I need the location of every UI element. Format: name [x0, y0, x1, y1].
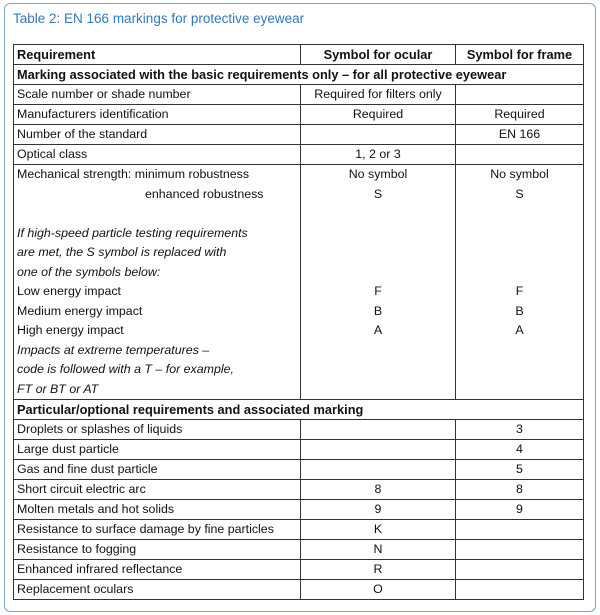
- requirement-line: Mechanical strength: minimum robustness: [17, 167, 250, 181]
- frame-symbol-cell: [456, 165, 584, 400]
- frame-symbol-line: [459, 243, 580, 263]
- table-row: [14, 480, 584, 500]
- table-row: [14, 460, 584, 480]
- requirement-line: If high-speed particle testing requirements: [17, 225, 248, 240]
- table-row: [14, 560, 584, 580]
- requirement-line: FT or BT or AT: [17, 381, 99, 396]
- table-row: [14, 125, 584, 145]
- frame-symbol-cell: Required: [456, 105, 584, 125]
- table-row: [14, 520, 584, 540]
- ocular-symbol-cell: [301, 440, 456, 460]
- table-row: [14, 145, 584, 165]
- requirement-cell: Optical class: [14, 145, 301, 165]
- ocular-symbol-line: [304, 263, 452, 283]
- frame-symbol-cell: [456, 85, 584, 105]
- requirement-line: [17, 204, 297, 224]
- frame-symbol-line: No symbol: [490, 167, 549, 181]
- ocular-symbol-cell: N: [301, 540, 456, 560]
- requirement-cell: Scale number or shade number: [14, 85, 301, 105]
- frame-symbol-cell: [456, 145, 584, 165]
- frame-symbol-line: [459, 263, 580, 283]
- frame-symbol-line: B: [515, 303, 524, 318]
- requirement-cell: [14, 165, 301, 400]
- requirement-cell: Short circuit electric arc: [14, 480, 301, 500]
- frame-symbol-cell: [456, 580, 584, 600]
- frame-symbol-line: A: [515, 323, 524, 337]
- ocular-symbol-line: B: [373, 303, 383, 318]
- frame-symbol-cell: 4: [456, 440, 584, 460]
- requirement-cell: Enhanced infrared reflectance: [14, 560, 301, 580]
- table-row: [14, 85, 584, 105]
- table-row: [14, 540, 584, 560]
- requirement-cell: Large dust particle: [14, 440, 301, 460]
- requirement-cell: Resistance to surface damage by fine particles: [14, 520, 301, 540]
- frame-symbol-cell: [456, 540, 584, 560]
- frame-symbol-line: S: [515, 186, 524, 201]
- requirement-line: code is followed with a T – for example,: [17, 362, 234, 376]
- requirement-cell: Gas and fine dust particle: [14, 460, 301, 480]
- ocular-symbol-cell: 1, 2 or 3: [301, 145, 456, 165]
- frame-symbol-cell: EN 166: [456, 125, 584, 145]
- ocular-symbol-cell: 9: [301, 500, 456, 520]
- section-heading-optional: Particular/optional requirements and associated marking: [14, 400, 584, 420]
- ocular-symbol-line: S: [373, 186, 383, 201]
- ocular-symbol-cell: [301, 420, 456, 440]
- frame-symbol-line: [459, 380, 580, 400]
- frame-symbol-cell: 3: [456, 420, 584, 440]
- table-row: [14, 105, 584, 125]
- frame-symbol-cell: 5: [456, 460, 584, 480]
- ocular-symbol-cell: [301, 125, 456, 145]
- header-ocular: Symbol for ocular: [301, 45, 456, 65]
- frame-symbol-line: [459, 224, 580, 244]
- mechanical-strength-row: [14, 165, 584, 400]
- frame-symbol-line: [459, 341, 580, 361]
- ocular-symbol-cell: K: [301, 520, 456, 540]
- table-row: [14, 420, 584, 440]
- requirement-cell: Resistance to fogging: [14, 540, 301, 560]
- section-row: [14, 400, 584, 420]
- frame-symbol-line: [459, 360, 580, 380]
- frame-symbol-line: [459, 204, 580, 224]
- requirement-line: are met, the S symbol is replaced with: [17, 245, 227, 259]
- ocular-symbol-cell: O: [301, 580, 456, 600]
- frame-symbol-line: F: [515, 284, 524, 298]
- markings-table: [13, 44, 584, 600]
- ocular-symbol-line: [304, 204, 452, 224]
- frame-symbol-cell: 9: [456, 500, 584, 520]
- ocular-symbol-cell: R: [301, 560, 456, 580]
- requirement-line: enhanced robustness: [145, 186, 264, 201]
- ocular-symbol-line: No symbol: [348, 167, 408, 181]
- frame-symbol-cell: [456, 520, 584, 540]
- header-row: [14, 45, 584, 65]
- table-row: [14, 580, 584, 600]
- table-row: [14, 500, 584, 520]
- ocular-symbol-line: [304, 360, 452, 380]
- ocular-symbol-cell: 8: [301, 480, 456, 500]
- ocular-symbol-line: A: [373, 323, 383, 337]
- ocular-symbol-line: [304, 380, 452, 400]
- table-frame: [4, 3, 596, 612]
- requirement-cell: Manufacturers identification: [14, 105, 301, 125]
- requirement-line: Low energy impact: [17, 284, 121, 298]
- requirement-line: one of the symbols below:: [17, 264, 161, 279]
- frame-symbol-cell: 8: [456, 480, 584, 500]
- ocular-symbol-cell: Required for filters only: [301, 85, 456, 105]
- ocular-symbol-cell: Required: [301, 105, 456, 125]
- requirement-line: Impacts at extreme temperatures –: [17, 342, 210, 357]
- requirement-cell: Molten metals and hot solids: [14, 500, 301, 520]
- frame-symbol-cell: [456, 560, 584, 580]
- header-requirement: Requirement: [14, 45, 301, 65]
- requirement-cell: Replacement oculars: [14, 580, 301, 600]
- ocular-symbol-line: [304, 243, 452, 263]
- ocular-symbol-line: [304, 224, 452, 244]
- header-frame: Symbol for frame: [456, 45, 584, 65]
- table-title: Table 2: EN 166 markings for protective eyewear: [13, 11, 305, 26]
- ocular-symbol-line: [304, 341, 452, 361]
- section-heading-basic: Marking associated with the basic requirements only – for all protective eyewear: [14, 65, 584, 85]
- ocular-symbol-line: F: [374, 284, 382, 298]
- requirement-cell: Droplets or splashes of liquids: [14, 420, 301, 440]
- requirement-line: Medium energy impact: [17, 303, 143, 318]
- requirement-cell: Number of the standard: [14, 125, 301, 145]
- ocular-symbol-cell: [301, 165, 456, 400]
- requirement-line: High energy impact: [17, 323, 124, 337]
- table-row: [14, 440, 584, 460]
- ocular-symbol-cell: [301, 460, 456, 480]
- section-row: [14, 65, 584, 85]
